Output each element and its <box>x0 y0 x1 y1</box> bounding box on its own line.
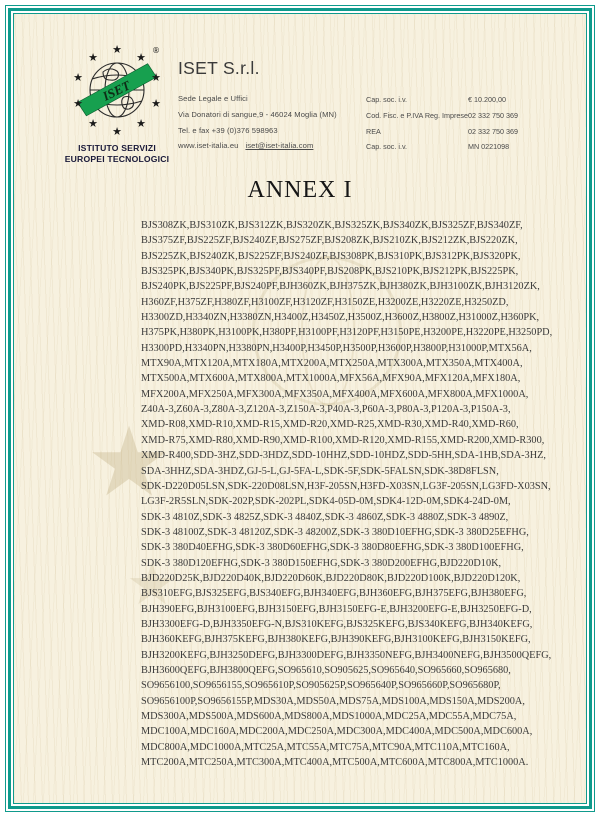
model-code-line: XMD-R08,XMD-R10,XMD-R15,XMD-R20,XMD-R25,XMD-R30,XMD-R40,XMD-R60, <box>141 419 519 431</box>
company-address <box>178 94 337 157</box>
company-logo <box>52 40 182 165</box>
registry-value: 02 332 750 369 <box>468 126 518 136</box>
registered-trademark-icon: ® <box>152 46 160 55</box>
svg-text:★: ★ <box>88 51 98 64</box>
model-code-line: BJH3600QEFG,BJH3800QEFG,SO965610,SO905625,SO965640,SO965660,SO965680, <box>141 664 511 676</box>
model-code-line: MTX500A,MTX600A,MTX800A,MTX1000A,MFX56A,MFX90A,MFX120A,MFX180A, <box>141 373 521 385</box>
registry-label: Cod. Fisc. e P.IVA Reg. Imprese <box>366 110 468 120</box>
svg-text:★: ★ <box>73 97 83 110</box>
model-code-line: SDK-3 4810Z,SDK-3 4825Z,SDK-3 4840Z,SDK-3 4860Z,SDK-3 4880Z,SDK-3 4890Z, <box>141 511 509 523</box>
watermark-star-small-icon: ★ <box>126 550 178 618</box>
email-link[interactable]: iset@iset-italia.com <box>245 141 314 151</box>
model-code-line: MTX90A,MTX120A,MTX180A,MTX200A,MTX250A,MTX300A,MTX350A,MTX400A, <box>141 358 523 370</box>
registry-label: REA <box>366 126 381 136</box>
model-code-line: LG3F-2R5SLN,SDK-202P,SDK-202PL,SDK4-05D-0M,SDK4-12D-0M,SDK4-24D-0M, <box>141 496 511 508</box>
registry-label: Cap. soc. i.v. <box>366 142 408 152</box>
model-code-line: MDC800A,MDC1000A,MTC25A,MTC55A,MTC75A,MTC90A,MTC110A,MTC160A, <box>141 741 510 753</box>
model-code-line: Z40A-3,Z60A-3,Z80A-3,Z120A-3,Z150A-3,P40A-3,P60A-3,P80A-3,P120A-3,P150A-3, <box>141 404 511 416</box>
website-text: www.iset-italia.eu <box>178 141 239 151</box>
globe-logo-icon <box>58 40 176 140</box>
svg-text:★: ★ <box>136 117 146 130</box>
company-registry <box>366 95 586 158</box>
svg-text:★: ★ <box>112 125 122 138</box>
model-code-line: BJH360KEFG,BJH375KEFG,BJH380KEFG,BJH390KEFG,BJH3100KEFG,BJH3150KEFG, <box>141 634 531 646</box>
svg-text:★: ★ <box>136 51 146 64</box>
model-code-line: MDS300A,MDS500A,MDS600A,MDS800A,MDS1000A,MDC25A,MDC55A,MDC75A, <box>141 711 517 722</box>
model-code-line: BJH390EFG,BJH3100EFG,BJH3150EFG,BJH3150EFG-E,BJH3200EFG-E,BJH3250EFG-D, <box>141 603 532 615</box>
model-code-line: BJD220D25K,BJD220D40K,BJD220D60K,BJD220D80K,BJD220D100K,BJD220D120K, <box>141 572 521 584</box>
address-line-web <box>178 141 337 157</box>
model-code-line: BJH3300EFG-D,BJH3350EFG-N,BJS310KEFG,BJS325KEFG,BJS340KEFG,BJH340KEFG, <box>141 618 533 630</box>
model-code-line: BJS308ZK,BJS310ZK,BJS312ZK,BJS320ZK,BJS325ZK,BJS340ZK,BJS325ZF,BJS340ZF, <box>141 220 523 231</box>
registry-row <box>366 127 586 143</box>
registry-row <box>366 111 586 127</box>
logo-caption-line1: ISTITUTO SERVIZI <box>78 143 156 153</box>
model-code-line: BJS225ZK,BJS240ZK,BJS225ZF,BJS240ZF,BJS308PK,BJS310PK,BJS312PK,BJS320PK, <box>141 250 521 262</box>
registry-label: Cap. soc. i.v. <box>366 95 408 104</box>
page-title: ANNEX I <box>247 177 353 203</box>
svg-text:★: ★ <box>151 71 161 84</box>
model-code-line: MTC200A,MTC250A,MTC300A,MTC400A,MTC500A,MTC600A,MTC800A,MTC1000A. <box>141 757 529 769</box>
address-line-offices: Sede Legale e Uffici <box>178 94 248 103</box>
model-code-line: H375PK,H380PK,H3100PK,H380PF,H3100PF,H3120PF,H3150PE,H3200PE,H3220PE,H3250PD, <box>141 327 553 339</box>
model-code-list <box>141 218 553 770</box>
address-line-phone: Tel. e fax +39 (0)376 598963 <box>178 125 278 135</box>
model-code-line: XMD-R400,SDD-3HZ,SDD-3HDZ,SDD-10HHZ,SDD-10HDZ,SDD-5HH,SDA-1HB,SDA-3HZ, <box>141 450 547 462</box>
company-info <box>178 58 337 157</box>
model-code-line: MFX200A,MFX250A,MFX300A,MFX350A,MFX400A,MFX600A,MFX800A,MFX1000A, <box>141 388 529 400</box>
model-code-line: SDK-3 380D120EFHG,SDK-3 380D150EFHG,SDK-3 380D200EFHG,BJD220D10K, <box>141 557 502 569</box>
model-code-line: SDK-3 380D40EFHG,SDK-3 380D60EFHG,SDK-3 380D80EFHG,SDK-3 380D100EFHG, <box>141 542 524 554</box>
model-code-line: SDK-D220D05LSN,SDK-220D08LSN,H3F-205SN,H3FD-X03SN,LG3F-205SN,LG3FD-X03SN, <box>141 480 551 492</box>
model-code-line: BJS310EFG,BJS325EFG,BJS340EFG,BJH340EFG,BJH360EFG,BJH375EFG,BJH380EFG, <box>141 588 527 600</box>
watermark-star-icon: ★ <box>86 406 173 518</box>
model-code-line: XMD-R75,XMD-R80,XMD-R90,XMD-R100,XMD-R120,XMD-R155,XMD-R200,XMD-R300, <box>141 434 545 446</box>
model-code-line: BJH3200KEFG,BJH3250DEFG,BJH3300DEFG,BJH3350NEFG,BJH3400NEFG,BJH3500QEFG, <box>141 649 552 661</box>
svg-text:★: ★ <box>73 71 83 84</box>
model-code-line: MDC100A,MDC160A,MDC200A,MDC250A,MDC300A,MDC400A,MDC500A,MDC600A, <box>141 726 533 738</box>
logo-caption <box>52 143 182 165</box>
model-code-line: H3300PD,H3340PN,H3380PN,H3400P,H3450P,H3500P,H3600P,H3800P,H31000P,MTX56A, <box>141 342 532 354</box>
registry-value: 02 332 750 369 <box>468 110 518 120</box>
model-code-line: SO9656100,SO9656155,SO965610P,SO905625P,SO965640P,SO965660P,SO965680P, <box>141 680 501 692</box>
company-name: ISET S.r.l. <box>178 58 260 78</box>
model-code-line: SDK-3 48100Z,SDK-3 48120Z,SDK-3 48200Z,SDK-3 380D10EFHG,SDK-3 380D25EFHG, <box>141 526 529 538</box>
svg-text:★: ★ <box>88 117 98 130</box>
model-code-line: H3300ZD,H3340ZN,H3380ZN,H3400Z,H3450Z,H3500Z,H3600Z,H3800Z,H31000Z,H360PK, <box>141 312 540 324</box>
svg-text:★: ★ <box>112 43 122 56</box>
outer-border <box>5 5 595 812</box>
registry-value: € 10.200,00 <box>468 95 506 104</box>
logo-caption-line2: EUROPEI TECNOLOGICI <box>64 154 170 165</box>
model-code-line: H360ZF,H375ZF,H380ZF,H3100ZF,H3120ZF,H3150ZE,H3200ZE,H3220ZE,H3250ZD, <box>141 296 509 308</box>
model-code-line: BJS325PK,BJS340PK,BJS325PF,BJS340PF,BJS208PK,BJS210PK,BJS212PK,BJS225PK, <box>141 266 519 278</box>
inner-border <box>13 13 587 804</box>
registry-value: MN 0221098 <box>468 142 510 152</box>
registry-row <box>366 142 586 158</box>
model-code-line: SDA-3HHZ,SDA-3HDZ,GJ-5-L,GJ-5FA-L,SDK-5F,SDK-5FALSN,SDK-38D8FLSN, <box>141 465 499 477</box>
page-content <box>14 14 586 803</box>
model-code-line: BJS240PK,BJS225PF,BJS240PF,BJH360ZK,BJH375ZK,BJH380ZK,BJH3100ZK,BJH3120ZK, <box>141 281 540 293</box>
address-line-street: Via Donatori di sangue,9 - 46024 Moglia (MN) <box>178 109 337 119</box>
model-code-line: BJS375ZF,BJS225ZF,BJS240ZF,BJS275ZF,BJS208ZK,BJS210ZK,BJS212ZK,BJS220ZK, <box>141 235 518 247</box>
registry-row <box>366 95 586 111</box>
svg-text:★: ★ <box>151 97 161 110</box>
model-code-line: SO9656100P,SO9656155P,MDS30A,MDS50A,MDS75A,MDS100A,MDS150A,MDS200A, <box>141 695 525 707</box>
logo-banner-text: ISET <box>100 77 133 104</box>
middle-border <box>8 8 592 809</box>
